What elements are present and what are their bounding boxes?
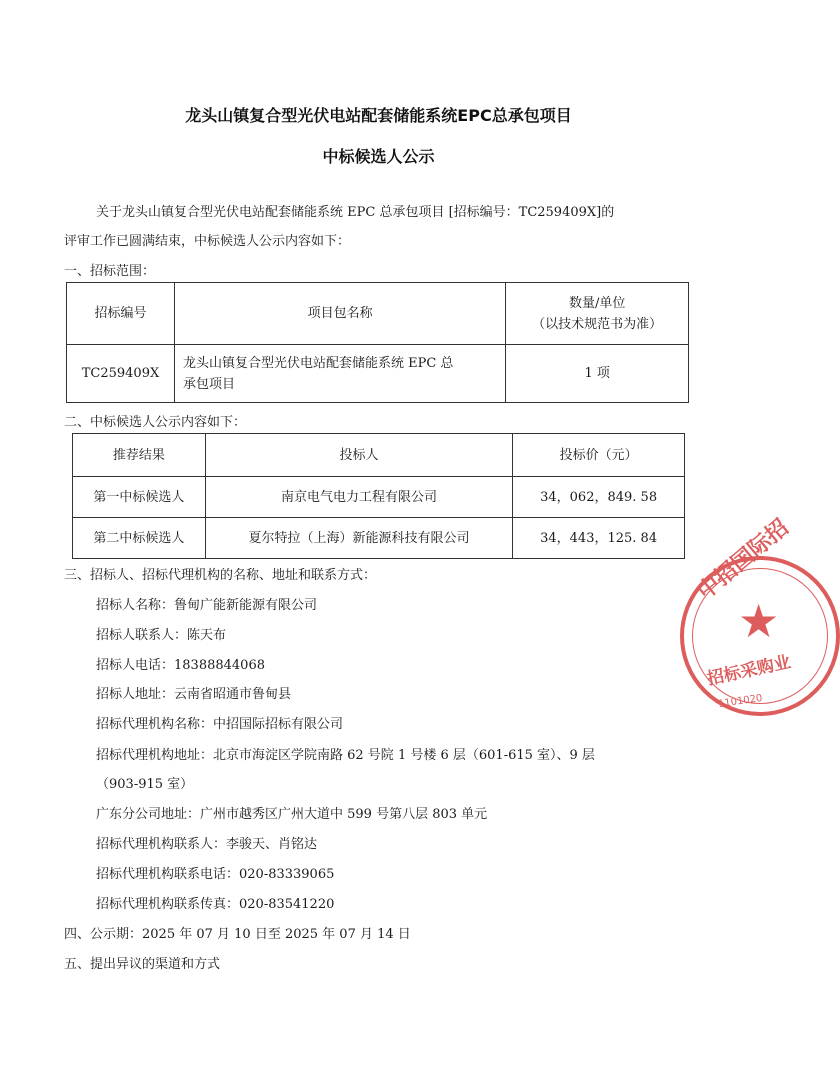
price-cell: 34，062，849. 58 xyxy=(513,477,685,518)
table-header-row xyxy=(73,434,685,477)
contact-line: （903-915 室） xyxy=(96,777,194,792)
header-cell: 项目包名称 xyxy=(174,283,505,345)
table-row xyxy=(73,477,685,518)
contact-line: 招标代理机构联系电话：020-83339065 xyxy=(96,867,335,882)
header-cell: 投标人 xyxy=(205,434,512,477)
contact-line: 招标人地址：云南省昭通市鲁甸县 xyxy=(96,687,292,702)
project-name-line2: 承包项目 xyxy=(182,376,235,392)
tender-code-cell: TC259409X xyxy=(67,345,175,403)
quantity-cell: 1 项 xyxy=(506,345,689,403)
header-cell: 招标编号 xyxy=(67,283,175,345)
section5-heading: 五、提出异议的渠道和方式 xyxy=(64,957,221,972)
tender-scope-table xyxy=(66,282,689,403)
header-cell xyxy=(506,283,689,345)
contact-line: 招标人联系人：陈天布 xyxy=(96,628,227,643)
table-header-row xyxy=(67,283,689,345)
company-seal-stamp xyxy=(680,515,840,716)
contact-line: 招标代理机构联系人：李骏天、肖铭达 xyxy=(96,837,318,852)
bidder-cell: 南京电气电力工程有限公司 xyxy=(205,477,512,518)
table-row xyxy=(73,518,685,559)
section2-heading: 二、中标候选人公示内容如下： xyxy=(64,415,247,430)
header-cell: 推荐结果 xyxy=(73,434,206,477)
section1-heading: 一、招标范围： xyxy=(64,264,156,279)
table-row xyxy=(67,345,689,403)
project-name-line1: 龙头山镇复合型光伏电站配套储能系统 EPC 总 xyxy=(182,355,454,371)
section3-heading: 三、招标人、招标代理机构的名称、地址和联系方式： xyxy=(64,568,377,583)
rank-cell: 第二中标候选人 xyxy=(73,518,206,559)
header-qty-line2: （以技术规范书为准） xyxy=(532,316,663,332)
document-subtitle: 中标候选人公示 xyxy=(322,147,435,166)
contact-line: 广东分公司地址：广州市越秀区广州大道中 599 号第八层 803 单元 xyxy=(96,807,488,822)
intro-line-1: 关于龙头山镇复合型光伏电站配套储能系统 EPC 总承包项目 [招标编号：TC259409X]的 xyxy=(96,205,615,220)
rank-cell: 第一中标候选人 xyxy=(73,477,206,518)
seal-star-icon: ★ xyxy=(738,594,780,648)
contact-line: 招标代理机构名称：中招国际招标有限公司 xyxy=(96,717,344,732)
contact-line: 招标人名称：鲁甸广能新能源有限公司 xyxy=(96,598,318,613)
header-cell: 投标价（元） xyxy=(513,434,685,477)
seal-number: 1101020 xyxy=(717,692,764,711)
seal-text-top: 中招国际招 xyxy=(693,515,794,605)
contact-line: 招标代理机构联系传真：020-83541220 xyxy=(96,897,335,912)
price-cell: 34，443，125. 84 xyxy=(513,518,685,559)
header-qty-line1: 数量/单位 xyxy=(568,295,626,311)
candidates-table xyxy=(72,433,685,559)
contact-line: 招标代理机构地址：北京市海淀区学院南路 62 号院 1 号楼 6 层（601-615 室）、9 层 xyxy=(96,748,595,763)
bidder-cell: 夏尔特拉（上海）新能源科技有限公司 xyxy=(205,518,512,559)
section4-heading: 四、公示期：2025 年 07 月 10 日至 2025 年 07 月 14 日 xyxy=(64,927,411,942)
contact-line: 招标人电话：18388844068 xyxy=(96,658,265,673)
project-name-cell xyxy=(174,345,505,403)
document-title: 龙头山镇复合型光伏电站配套储能系统EPC总承包项目 xyxy=(185,106,572,125)
intro-line-2: 评审工作已圆满结束，中标候选人公示内容如下： xyxy=(64,234,351,249)
seal-text-bottom: 招标采购业 xyxy=(705,652,793,690)
